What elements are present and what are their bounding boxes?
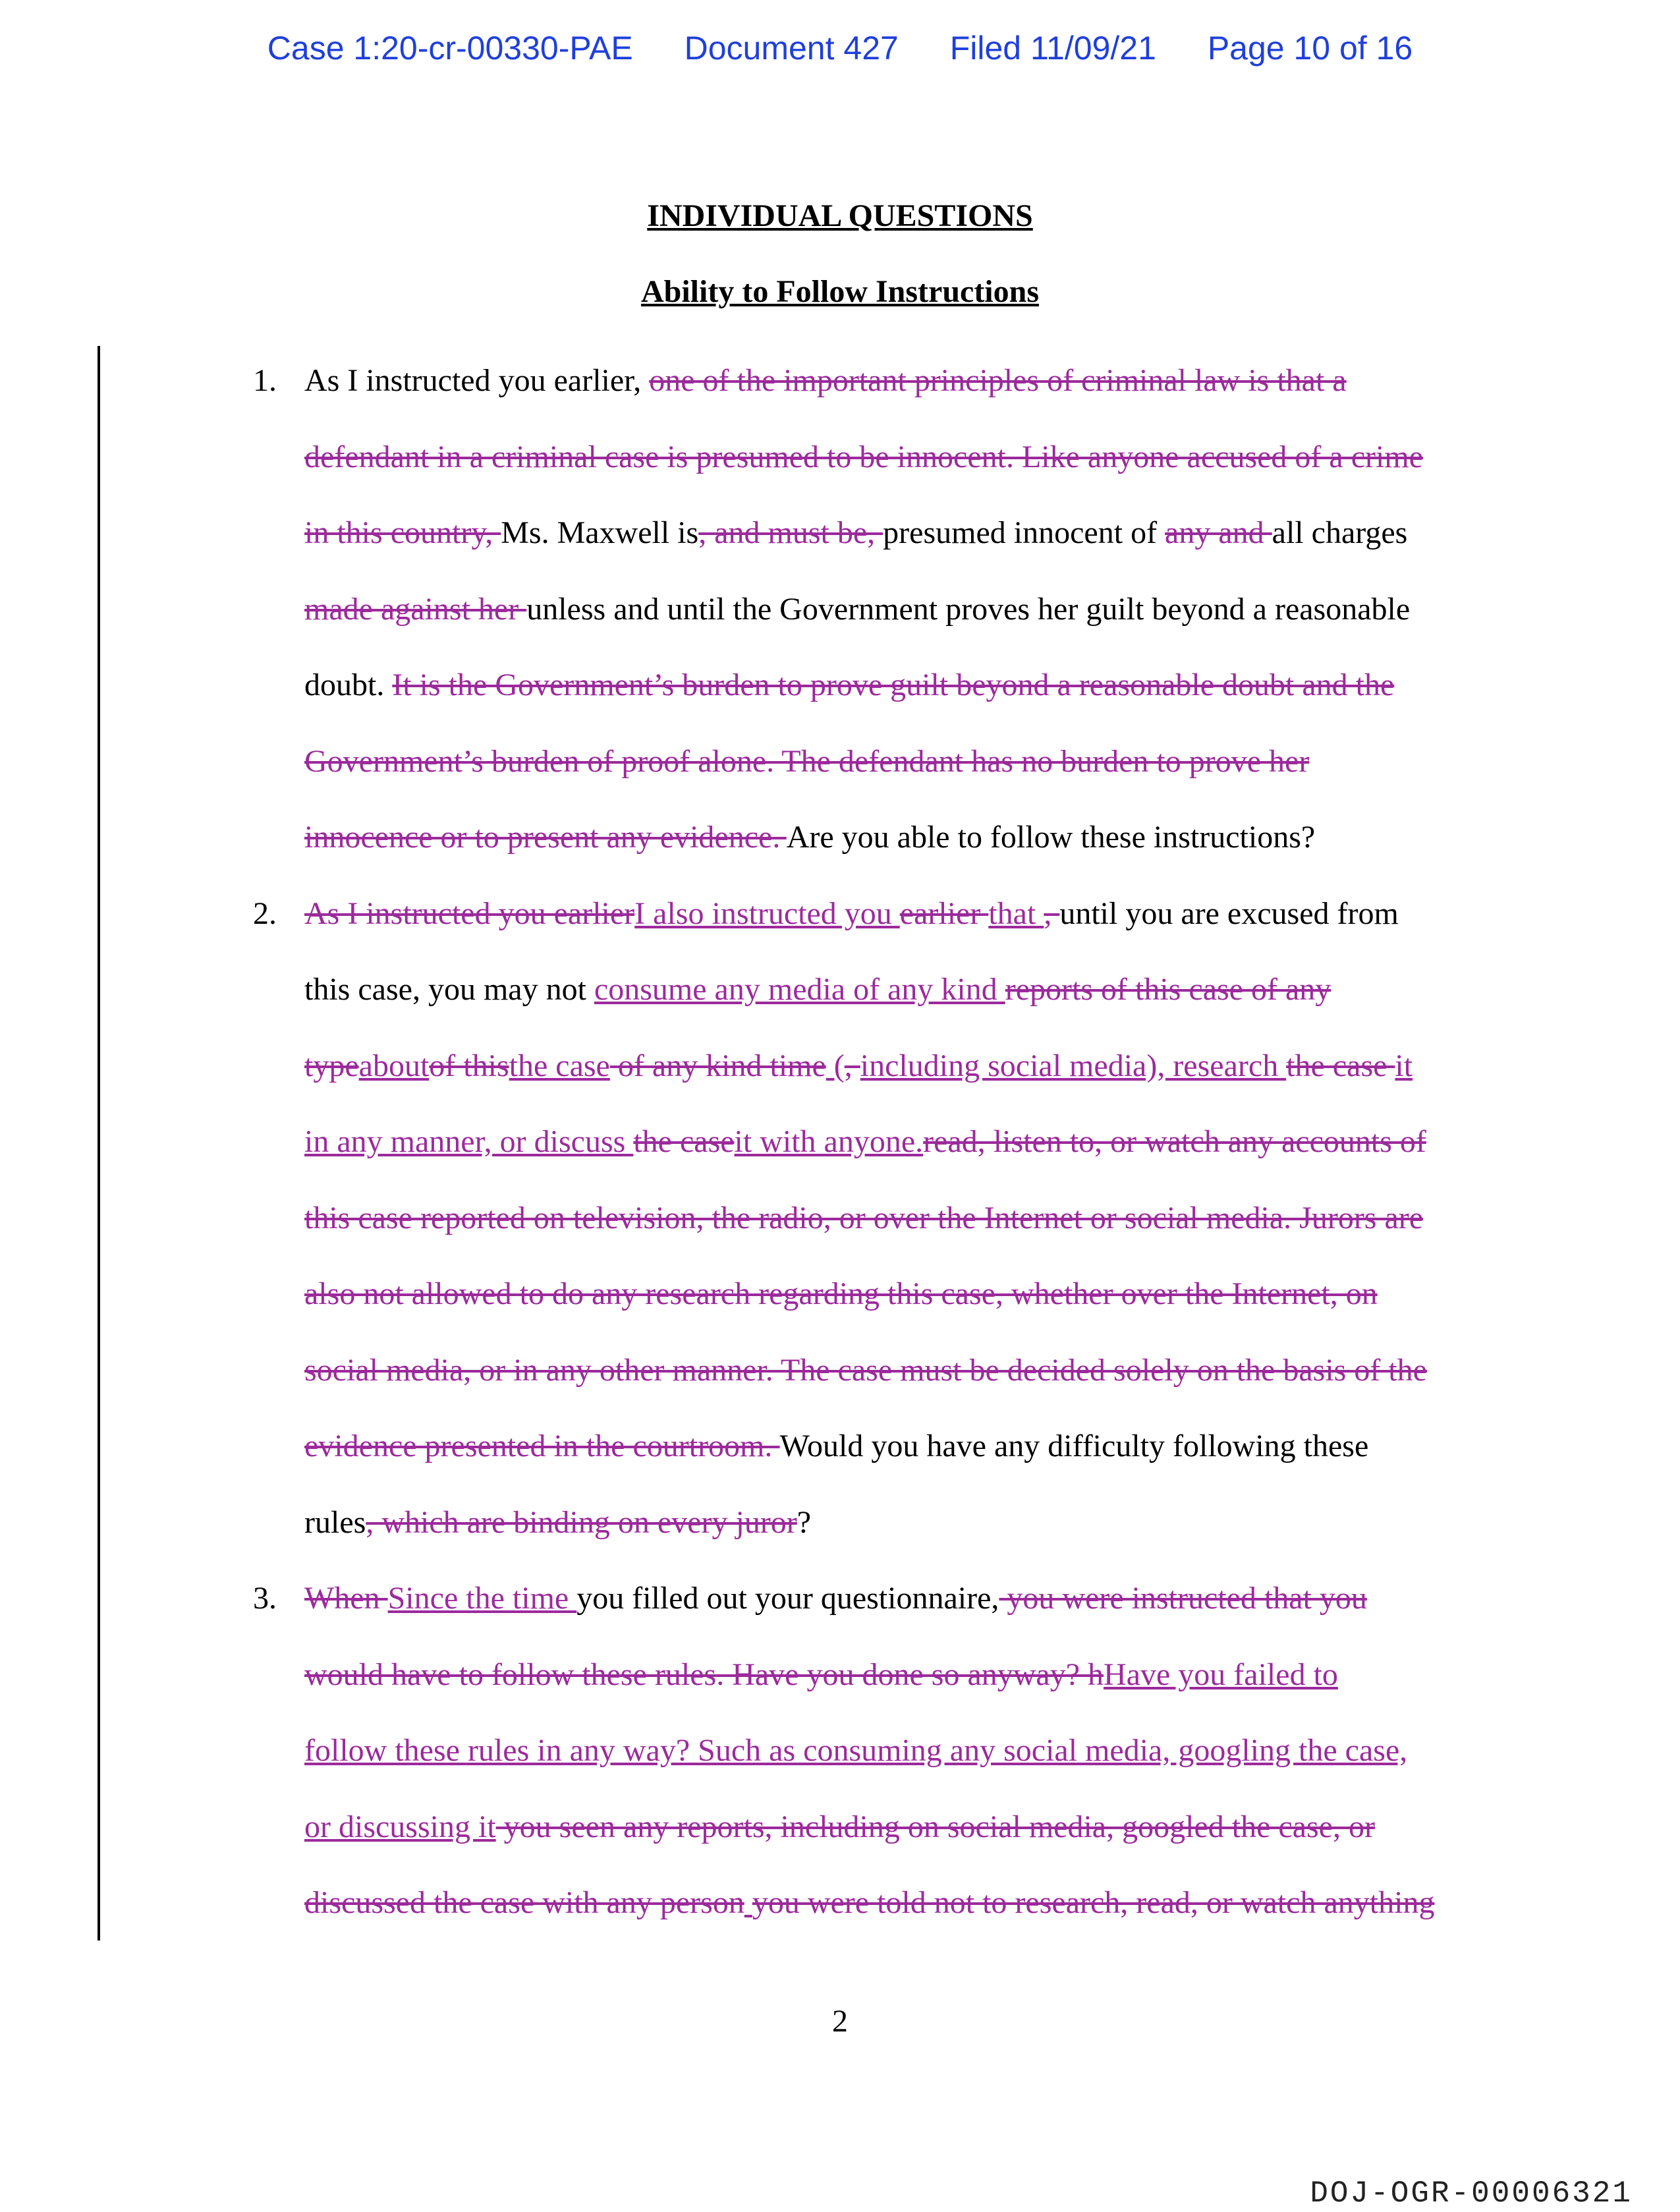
- question-line: [304, 419, 1487, 496]
- text-segment: unless and until the Government proves her guilt beyond a reasonable: [526, 591, 1411, 627]
- deleted-text: the case: [1286, 1048, 1395, 1083]
- case-header: [0, 29, 1680, 67]
- page-count: Page 10 of 16: [1207, 30, 1413, 67]
- question-line: [304, 1028, 1487, 1104]
- text-segment: Would you have any difficulty following these: [779, 1429, 1369, 1463]
- deleted-text: ,: [844, 1048, 860, 1083]
- question-line: [304, 495, 1487, 571]
- inserted-text: the case: [509, 1048, 610, 1083]
- bates-number: DOJ-OGR-00006321: [1310, 2176, 1633, 2211]
- page-number: 2: [832, 2004, 848, 2039]
- question-line: [304, 723, 1487, 800]
- deleted-text: one of the important principles of criminal law is that a: [649, 363, 1347, 398]
- section-subtitle: Ability to Follow Instructions: [640, 274, 1040, 309]
- deleted-text: When: [304, 1581, 388, 1616]
- question-number: 3.: [253, 1581, 277, 1616]
- question-line: [304, 1865, 1487, 1941]
- question-line: [304, 1789, 1487, 1865]
- question-line: [304, 1485, 1487, 1561]
- question-line: [304, 951, 1487, 1028]
- text-segment: until you are excused from: [1059, 895, 1399, 931]
- question-line: [304, 1332, 1487, 1409]
- deleted-text: Government’s burden of proof alone. The defendant has no burden to prove her: [304, 743, 1310, 779]
- text-segment: all charges: [1272, 515, 1408, 550]
- inserted-text: Since the time: [387, 1581, 577, 1616]
- inserted-text: including social media), research: [860, 1048, 1287, 1083]
- section-title: INDIVIDUAL QUESTIONS: [647, 198, 1033, 233]
- deleted-text: would have to follow these rules. Have you done so anyway? h: [304, 1657, 1104, 1692]
- text-segment: ?: [797, 1504, 812, 1540]
- deleted-text: in this country,: [304, 515, 501, 550]
- inserted-text: that: [988, 895, 1044, 931]
- document-number: Document 427: [684, 30, 899, 67]
- inserted-text: it: [1395, 1048, 1413, 1083]
- question-number: 2.: [253, 895, 277, 931]
- question-line: [304, 1256, 1487, 1332]
- text-segment: Are you able to follow these instructions?: [786, 820, 1316, 855]
- deleted-text: reports of this case of any: [1005, 972, 1331, 1007]
- question-line: [304, 876, 1487, 952]
- deleted-text: you were told not to research, read, or watch anything: [752, 1885, 1435, 1920]
- question-line: [304, 1408, 1487, 1485]
- question-line: [304, 343, 1487, 419]
- inserted-text: consume any media of any kind: [594, 972, 1005, 1007]
- deleted-text: innocence or to present any evidence.: [304, 820, 787, 855]
- filed-date: Filed 11/09/21: [949, 30, 1156, 67]
- question-line: [304, 1713, 1487, 1789]
- deleted-text: ,: [1044, 895, 1060, 931]
- question-line: [304, 799, 1487, 876]
- deleted-text: this case reported on television, the radio, or over the Internet or social media. Jurors are: [304, 1200, 1424, 1235]
- inserted-text: Have you failed to: [1104, 1657, 1338, 1692]
- inserted-text: follow these rules in any way? Such as consuming any social media, googling the case,: [304, 1733, 1408, 1768]
- inserted-text: or discussing it: [304, 1809, 496, 1844]
- deleted-text: discussed the case with any person: [304, 1885, 744, 1920]
- deleted-text: you were instructed that you: [999, 1581, 1367, 1616]
- question-line: [304, 1104, 1487, 1180]
- question-line: [304, 1560, 1487, 1637]
- deleted-text: , which are binding on every juror: [366, 1504, 797, 1540]
- question-number: 1.: [253, 363, 277, 398]
- question-item: [0, 1560, 1487, 1941]
- question-line: [304, 647, 1487, 723]
- deleted-text: the case: [633, 1124, 735, 1159]
- question-line: [304, 1180, 1487, 1257]
- text-segment: presumed innocent of: [883, 515, 1165, 550]
- inserted-text: [744, 1885, 752, 1920]
- deleted-text: made against her: [304, 591, 527, 627]
- text-segment: Ms. Maxwell is: [501, 515, 699, 550]
- text-segment: you filled out your questionnaire,: [576, 1581, 999, 1616]
- deleted-text: also not allowed to do any research regarding this case, whether over the Internet, on: [304, 1276, 1378, 1311]
- deleted-text: , and must be,: [698, 515, 883, 550]
- deleted-text: you seen any reports, including on social media, googled the case, or: [495, 1809, 1375, 1844]
- deleted-text: any and: [1165, 515, 1272, 550]
- text-segment: rules: [304, 1504, 366, 1540]
- question-line: [304, 571, 1487, 648]
- text-segment: doubt.: [304, 667, 393, 702]
- inserted-text: in any manner, or discuss: [304, 1124, 634, 1159]
- question-item: [0, 343, 1487, 876]
- deleted-text: of any kind time: [609, 1048, 826, 1083]
- deleted-text: type: [304, 1048, 359, 1083]
- text-segment: As I instructed you earlier,: [304, 363, 650, 398]
- deleted-text: It is the Government’s burden to prove guilt beyond a reasonable doubt and the: [392, 667, 1395, 702]
- deleted-text: of this: [429, 1048, 509, 1083]
- deleted-text: As I instructed you earlier: [304, 895, 635, 931]
- text-segment: this case, you may not: [304, 972, 594, 1007]
- deleted-text: defendant in a criminal case is presumed to be innocent. Like anyone accused of a crime: [304, 439, 1423, 474]
- deleted-text: earlier: [899, 895, 989, 931]
- inserted-text: I also instructed you: [634, 895, 900, 931]
- inserted-text: about: [358, 1048, 430, 1083]
- inserted-text: it with anyone.: [734, 1124, 924, 1159]
- question-item: [0, 876, 1487, 1561]
- question-line: [304, 1637, 1487, 1713]
- inserted-text: (: [826, 1048, 845, 1083]
- question-list: [0, 343, 1680, 1941]
- deleted-text: social media, or in any other manner. The case must be decided solely on the basis of the: [304, 1352, 1427, 1388]
- deleted-text: read, listen to, or watch any accounts of: [923, 1124, 1426, 1159]
- deleted-text: evidence presented in the courtroom.: [304, 1429, 780, 1463]
- case-number: Case 1:20-cr-00330-PAE: [267, 30, 633, 67]
